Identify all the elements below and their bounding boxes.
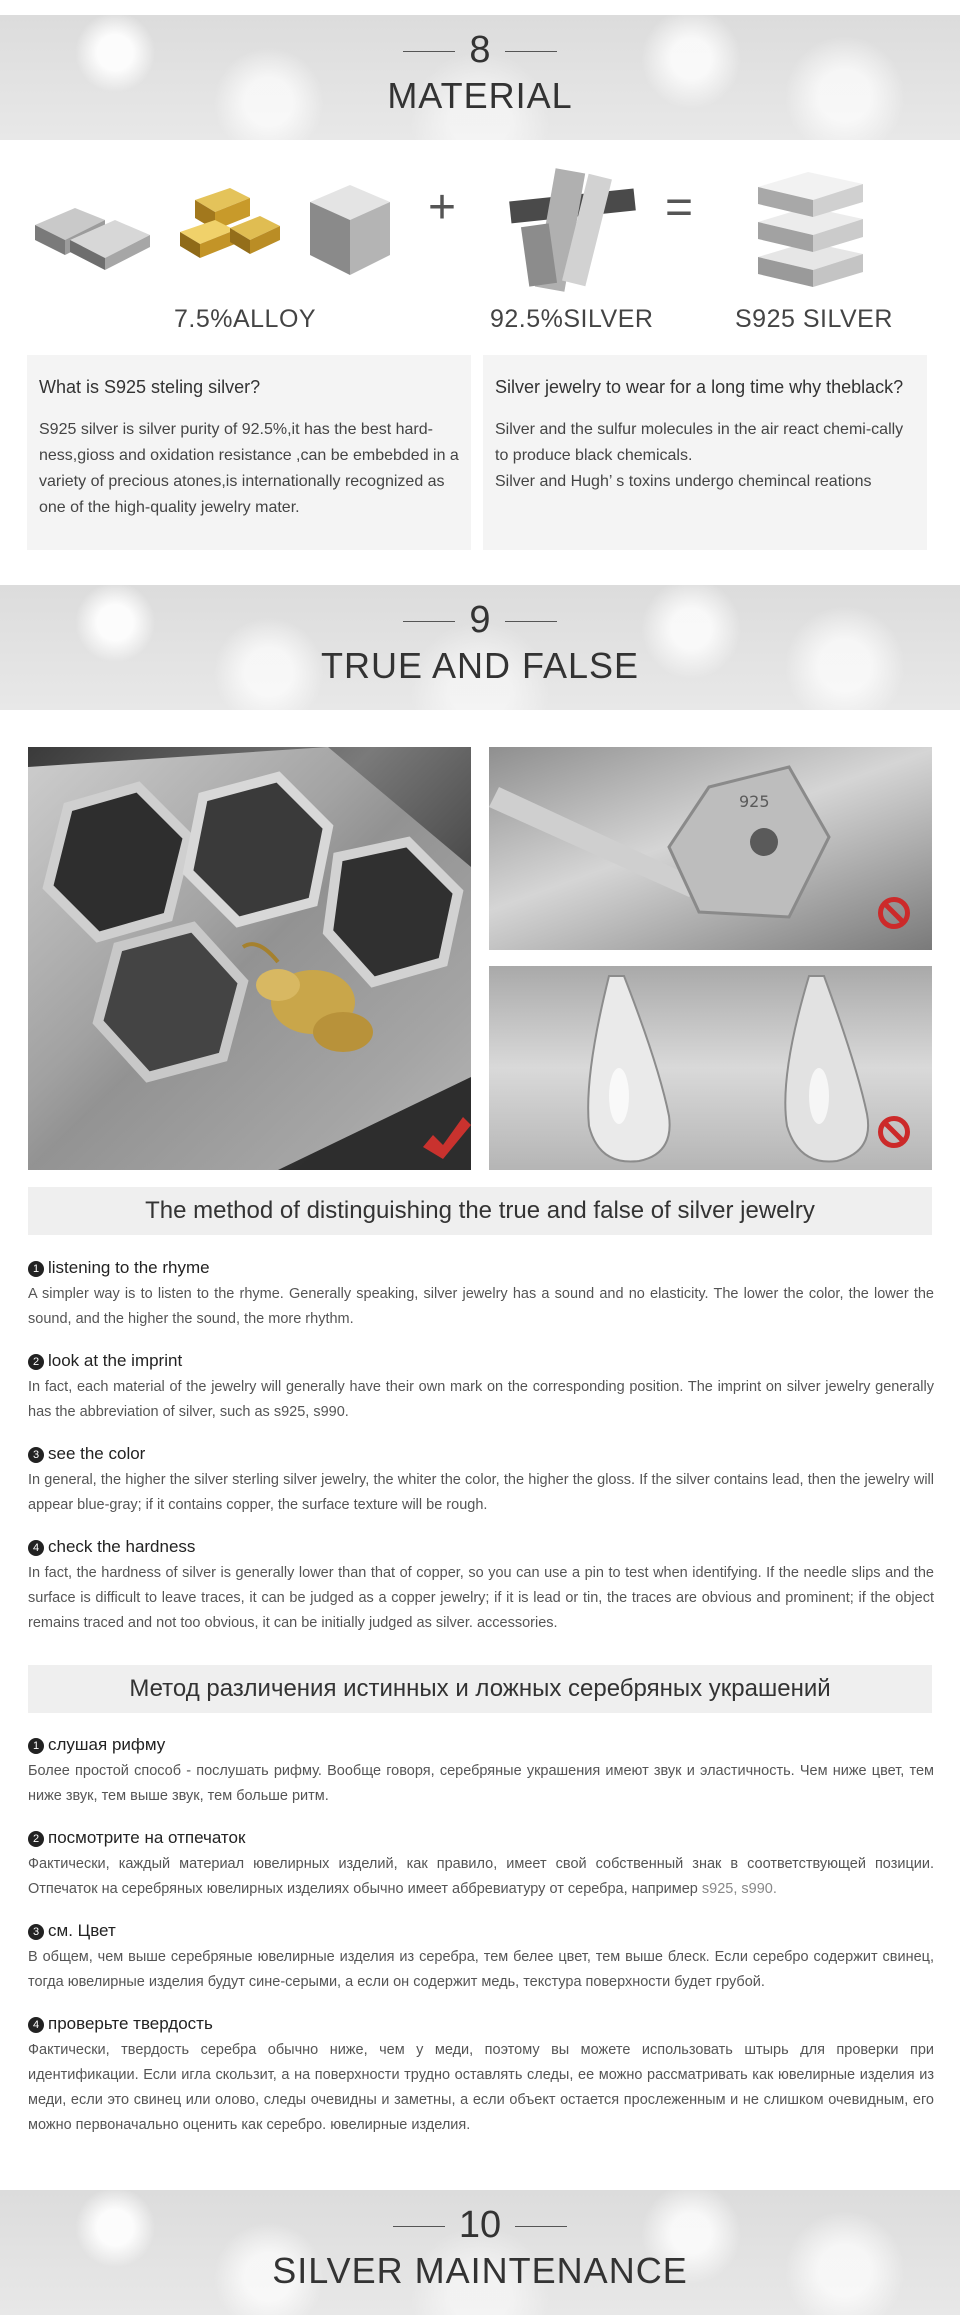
section-header-material xyxy=(0,15,960,140)
tip-heading: см. Цвет xyxy=(48,1921,116,1940)
tip-heading: look at the imprint xyxy=(48,1351,183,1370)
tip-ru-2 xyxy=(28,1828,934,1902)
tip-en-3 xyxy=(28,1444,934,1518)
result-label: S925 SILVER xyxy=(735,305,893,333)
silver-label: 92.5%SILVER xyxy=(490,305,654,333)
tip-body: In fact, the hardness of silver is generally lower than that of copper, so you can use a pin to test when identifying. If the needle slips and the surface is difficult to leave traces, it can be judged as a copper jewelry; if it is lead or tin, the traces are obvious and prominent; if the object remains traced and not too obvious, it can be initially judged as silver. accessories. xyxy=(28,1565,934,1631)
section-title: SILVER MAINTENANCE xyxy=(272,2250,688,2291)
drop-earrings-illustration xyxy=(489,966,932,1170)
genuine-ring-photo xyxy=(28,747,471,1170)
tip-body: In fact, each material of the jewelry will generally have their own mark on the corresponding position. The imprint on silver jewelry generally has the abbreviation of silver, such as s925, s990. xyxy=(28,1379,934,1420)
tip-number: 4 xyxy=(28,1540,44,1556)
tip-number: 1 xyxy=(28,1738,44,1754)
tip-number: 2 xyxy=(28,1831,44,1847)
section-header-maintenance xyxy=(0,2190,960,2315)
info-answer: S925 silver is silver purity of 92.5%,it has the best hard-ness,gioss and oxidation resistance ,can be embebded in a variety of precious atones,is internationally recognized as one of the high-quality jewelry mater. xyxy=(39,421,459,516)
section-title: TRUE AND FALSE xyxy=(320,645,640,686)
tip-body: Более простой способ - послушать рифму. Вообще говоря, серебряные украшения имеют звук и эластичность. Чем ниже цвет, тем ниже звук, тем выше звук, тем больше ритм. xyxy=(28,1763,934,1804)
fake-stamp-photo xyxy=(489,747,932,950)
tip-heading: слушая рифму xyxy=(48,1735,166,1754)
fake-drop-earrings-photo xyxy=(489,966,932,1170)
section-header-true-false xyxy=(0,585,960,710)
material-composition xyxy=(0,150,960,350)
tip-heading: посмотрите на отпечаток xyxy=(48,1828,246,1847)
tip-en-4 xyxy=(28,1537,934,1636)
info-answer-2: Silver and Hugh’ s toxins undergo chemincal reations xyxy=(495,473,872,490)
tip-ru-3 xyxy=(28,1921,934,1995)
raw-silver-icon xyxy=(505,165,640,295)
tip-body: A simpler way is to listen to the rhyme. Generally speaking, silver jewelry has a sound and no elasticity. The lower the color, the lower the sound, and the higher the sound, the more rhythm. xyxy=(28,1286,934,1327)
info-box-why-black xyxy=(483,355,927,550)
method-title-en: The method of distinguishing the true and false of silver jewelry xyxy=(28,1187,932,1235)
tip-heading: listening to the rhyme xyxy=(48,1258,210,1277)
gold-pieces-icon xyxy=(175,170,285,270)
tip-number: 3 xyxy=(28,1924,44,1940)
alloy-cube-icon xyxy=(305,180,395,280)
prohibited-icon xyxy=(878,897,910,929)
tip-ru-1 xyxy=(28,1735,934,1809)
tip-body-highlight: s925, s990. xyxy=(701,1881,777,1897)
silver-ingots-icon xyxy=(30,180,155,270)
tip-heading: see the color xyxy=(48,1444,146,1463)
section-number: 10 xyxy=(458,2204,502,2246)
alloy-label: 7.5%ALLOY xyxy=(174,305,317,333)
tip-heading: check the hardness xyxy=(48,1537,196,1556)
tip-ru-4 xyxy=(28,2014,934,2138)
info-answer-1: Silver and the sulfur molecules in the air react chemi-cally to produce black chemicals. xyxy=(495,421,904,464)
equals-sign: = xyxy=(665,181,694,234)
tip-heading: проверьте твердость xyxy=(48,2014,213,2033)
info-box-what-is-s925 xyxy=(27,355,471,550)
method-title-ru: Метод различения истинных и ложных серебряных украшений xyxy=(28,1665,932,1713)
tip-body: Фактически, каждый материал ювелирных изделий, как правило, имеет свой собственный знак в соответствующей позиции. Отпечаток на серебряных ювелирных изделиях обычно имеет аббревиатуру от серебра, например xyxy=(28,1856,934,1897)
tip-body: В общем, чем выше серебряные ювелирные изделия из серебра, тем белее цвет, тем выше блеск. Если серебро содержит свинец, тогда ювелирные изделия будут сине-серыми, а если он содержит медь, текстура поверхности будет грубой. xyxy=(28,1949,934,1990)
stamped-earring-illustration xyxy=(489,747,932,950)
tip-number: 1 xyxy=(28,1261,44,1277)
info-question: Silver jewelry to wear for a long time why theblack? xyxy=(495,377,904,397)
tip-body: Фактически, твердость серебра обычно ниже, чем у меди, поэтому вы можете использовать штырь для проверки при идентификации. Если игла скользит, а на поверхности трудно оставлять следы, ее можно рассматривать как ювелирные изделия из меди, если это свинец или олово, следы очевидны и заметны, а если объект остается прослеженным и не слишком очевидным, его можно первоначально оценить как серебро. ювелирные изделия. xyxy=(28,2042,934,2133)
info-question: What is S925 steling silver? xyxy=(39,377,261,397)
section-number: 8 xyxy=(469,29,491,71)
tip-en-1 xyxy=(28,1258,934,1332)
stamp-925: 925 xyxy=(739,792,770,811)
honeycomb-ring-illustration xyxy=(28,747,471,1170)
tip-number: 4 xyxy=(28,2017,44,2033)
tip-number: 3 xyxy=(28,1447,44,1463)
section-title: MATERIAL xyxy=(387,75,573,116)
section-number: 9 xyxy=(469,599,491,641)
prohibited-icon xyxy=(878,1116,910,1148)
tip-body: In general, the higher the silver sterling silver jewelry, the whiter the color, the higher the gloss. If the silver contains lead, then the jewelry will appear blue-gray; if it contains copper, the surface texture will be rough. xyxy=(28,1472,934,1513)
plus-sign: + xyxy=(428,181,457,234)
tip-en-2 xyxy=(28,1351,934,1425)
stacked-silver-bars-icon xyxy=(748,162,873,297)
tip-number: 2 xyxy=(28,1354,44,1370)
